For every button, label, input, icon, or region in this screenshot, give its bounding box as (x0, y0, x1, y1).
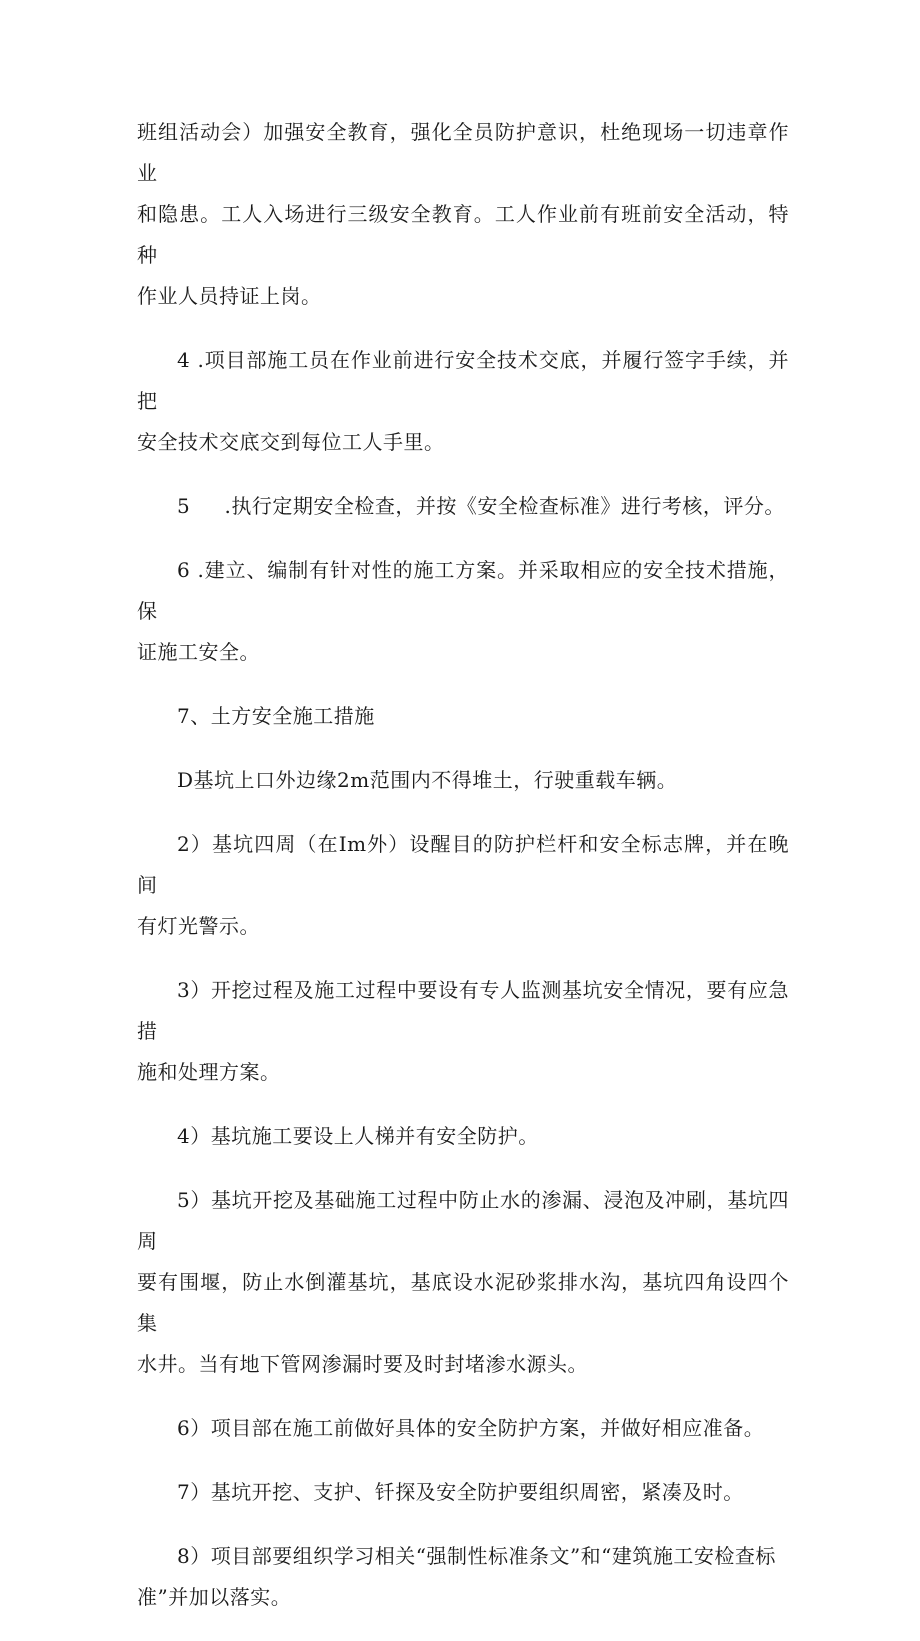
section-heading-earthwork-safety (137, 696, 789, 737)
text-line: 作业人员持证上岗。 (137, 284, 322, 308)
text-line: 5）基坑开挖及基础施工过程中防止水的渗漏、浸泡及冲刷，基坑四周 (137, 1188, 789, 1253)
text-line: 8）项目部要组织学习相关“强制性标准条文”和“建筑施工安检查标 (177, 1544, 776, 1568)
paragraph-measure-7 (137, 1472, 789, 1513)
paragraph-safety-education (137, 112, 789, 317)
text-line: 和隐患。工人入场进行三级安全教育。工人作业前有班前安全活动，特种 (137, 202, 789, 267)
document-body (137, 112, 789, 1641)
paragraph-item-6 (137, 550, 789, 673)
text-line: 7、土方安全施工措施 (177, 704, 375, 728)
paragraph-item-5 (137, 486, 789, 527)
text-line: 证施工安全。 (137, 640, 260, 664)
text-line: 要有围堰，防止水倒灌基坑，基底设水泥砂浆排水沟，基坑四角设四个集 (137, 1270, 789, 1335)
paragraph-measure-5 (137, 1180, 789, 1385)
text-line: D基坑上口外边缘2m范围内不得堆土，行驶重载车辆。 (177, 768, 678, 792)
text-line: 水井。当有地下管网渗漏时要及时封堵渗水源头。 (137, 1352, 588, 1376)
text-line: 2）基坑四周（在Im外）设醒目的防护栏杆和安全标志牌，并在晚间 (137, 832, 789, 897)
paragraph-measure-6 (137, 1408, 789, 1449)
text-line: 5 .执行定期安全检查，并按《安全检查标准》进行考核，评分。 (177, 494, 785, 518)
text-line: 4）基坑施工要设上人梯并有安全防护。 (177, 1124, 539, 1148)
text-line: 6）项目部在施工前做好具体的安全防护方案，并做好相应准备。 (177, 1416, 765, 1440)
text-line: 3）开挖过程及施工过程中要设有专人监测基坑安全情况，要有应急措 (137, 978, 789, 1043)
text-line: 班组活动会）加强安全教育，强化全员防护意识，杜绝现场一切违章作业 (137, 120, 789, 185)
paragraph-measure-2 (137, 824, 789, 947)
text-line: 准”并加以落实。 (137, 1585, 292, 1609)
paragraph-item-4 (137, 340, 789, 463)
text-line: 7）基坑开挖、支护、钎探及安全防护要组织周密，紧凑及时。 (177, 1480, 744, 1504)
text-line: 安全技术交底交到每位工人手里。 (137, 430, 445, 454)
paragraph-measure-3 (137, 970, 789, 1093)
paragraph-measure-4 (137, 1116, 789, 1157)
paragraph-measure-8 (137, 1536, 789, 1618)
text-line: 有灯光警示。 (137, 914, 260, 938)
text-line: 6 .建立、编制有针对性的施工方案。并采取相应的安全技术措施，保 (137, 558, 789, 623)
paragraph-measure-1 (137, 760, 789, 801)
text-line: 4 .项目部施工员在作业前进行安全技术交底，并履行签字手续，并把 (137, 348, 789, 413)
text-line: 施和处理方案。 (137, 1060, 281, 1084)
